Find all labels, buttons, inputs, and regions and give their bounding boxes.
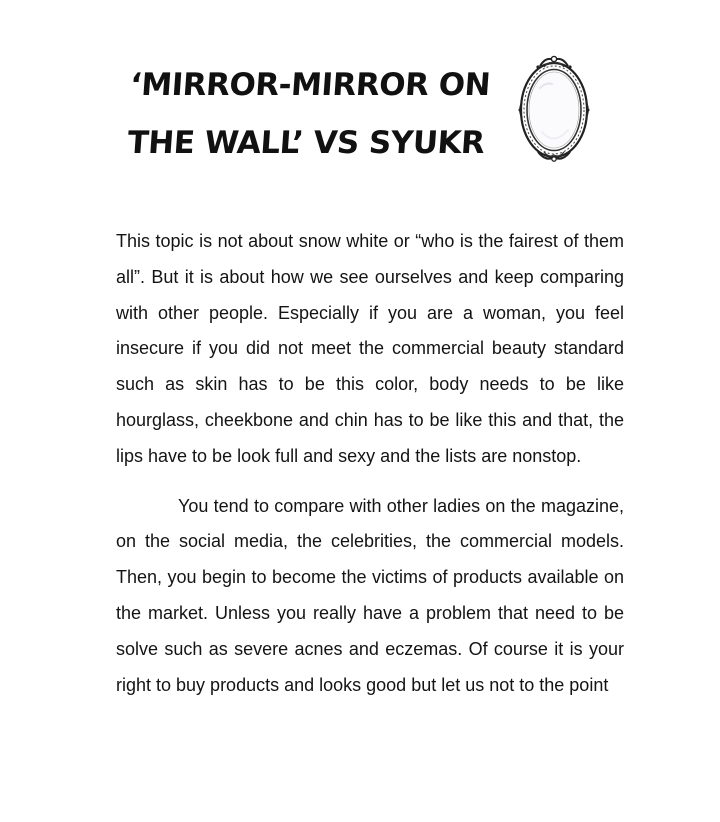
title-line-2: THE WALL’ VS SYUKR (126, 125, 486, 161)
paragraph: You tend to compare with other ladies on the magazine, on the social media, the celebrities, the commercial models. Then, you begin to become the victims of products available on the market. Unless you really have a problem that need to be solve such as severe acnes and eczemas. Of course it is your right to buy products and looks good but let us not to the point (116, 495, 624, 695)
ornate-oval-mirror-icon (516, 52, 592, 164)
page-title (114, 56, 502, 172)
article-body (116, 224, 624, 703)
paragraph: This topic is not about snow white or “who is the fairest of them all”. But it is about how we see ourselves and keep comparing with other people. Especially if you are a woman, you feel insecure if you did not meet the commercial beauty standard such as skin has to be this color, body needs to be like hourglass, cheekbone and chin has to be like this and that, the lips have to be look full and sexy and the lists are nonstop. (116, 231, 624, 466)
title-line-1: ‘MIRROR-MIRROR ON (128, 67, 492, 103)
